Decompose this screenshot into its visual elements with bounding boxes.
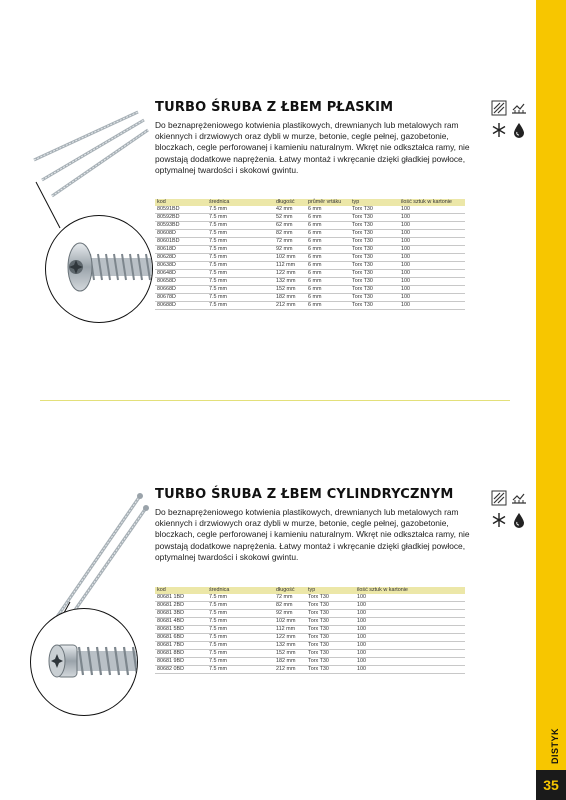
table-row <box>155 658 465 666</box>
section-1-description: Do beznaprężeniowego kotwienia plastikowych, drewnianych lub metalowych ram okiennych i drzwiowych oraz dybli w murze, betonie, cegle pełnej, gazobetonie, bloczkach, cegle perforowanej i kamieniu naturalnym. Wkręt nie odkształca ramy, nie powstają dodatkowe naprężenia. Łatwy montaż i wkręcanie dzięki gładkiej powłoce, optymalnej twardości i skokowi gwintu. <box>155 120 470 175</box>
table-row <box>155 222 465 230</box>
cell-diameter: 7.5 mm <box>207 618 274 626</box>
cell-length: 112 mm <box>274 262 306 270</box>
cell-diameter: 7.5 mm <box>207 634 274 642</box>
cell-drill: 6 mm <box>306 222 350 230</box>
cell-code: 80681 7BD <box>155 642 207 650</box>
cell-code: 80681 1BD <box>155 594 207 602</box>
column-header: typ <box>306 587 355 594</box>
cell-qty: 100 <box>355 602 465 610</box>
cell-diameter: 7.5 mm <box>207 254 274 262</box>
water-drop-icon <box>511 122 527 138</box>
cell-drill: 6 mm <box>306 254 350 262</box>
cell-qty: 100 <box>355 594 465 602</box>
cell-code: 80658D <box>155 278 207 286</box>
column-header: kod <box>155 587 207 594</box>
cell-length: 112 mm <box>274 626 306 634</box>
cell-drill: 6 mm <box>306 230 350 238</box>
cell-drill: 6 mm <box>306 302 350 310</box>
table-row <box>155 618 465 626</box>
cell-type: Torx T30 <box>350 262 399 270</box>
cell-length: 122 mm <box>274 634 306 642</box>
column-header: średnica <box>207 587 274 594</box>
cell-code: 80591BD <box>155 206 207 214</box>
wood-icon <box>491 490 507 506</box>
cell-code: 80688D <box>155 302 207 310</box>
cell-qty: 100 <box>399 270 465 278</box>
cell-length: 182 mm <box>274 658 306 666</box>
masonry-icon <box>511 490 527 506</box>
cell-length: 132 mm <box>274 642 306 650</box>
cell-diameter: 7.5 mm <box>207 286 274 294</box>
cell-length: 102 mm <box>274 618 306 626</box>
cell-diameter: 7.5 mm <box>207 658 274 666</box>
cell-length: 212 mm <box>274 302 306 310</box>
cell-qty: 100 <box>399 238 465 246</box>
table-row <box>155 594 465 602</box>
cell-length: 42 mm <box>274 206 306 214</box>
cell-length: 62 mm <box>274 222 306 230</box>
cell-qty: 100 <box>399 286 465 294</box>
table-row <box>155 206 465 214</box>
table-row <box>155 626 465 634</box>
cell-qty: 100 <box>355 610 465 618</box>
cell-type: Torx T30 <box>350 246 399 254</box>
table-row <box>155 634 465 642</box>
cell-length: 92 mm <box>274 246 306 254</box>
table-row <box>155 254 465 262</box>
cell-length: 72 mm <box>274 594 306 602</box>
screw-thread-icon <box>46 216 152 322</box>
cell-qty: 100 <box>355 634 465 642</box>
yellow-sidebar <box>536 0 566 800</box>
cell-type: Torx T30 <box>306 618 355 626</box>
cell-drill: 6 mm <box>306 214 350 222</box>
cell-length: 92 mm <box>274 610 306 618</box>
cell-length: 122 mm <box>274 270 306 278</box>
cell-type: Torx T30 <box>306 650 355 658</box>
cell-length: 72 mm <box>274 238 306 246</box>
cell-qty: 100 <box>399 278 465 286</box>
masonry-icon <box>511 100 527 116</box>
cell-diameter: 7.5 mm <box>207 294 274 302</box>
cell-code: 80681 3BD <box>155 610 207 618</box>
cell-qty: 100 <box>355 650 465 658</box>
cell-diameter: 7.5 mm <box>207 666 274 674</box>
table-header-row <box>155 199 465 206</box>
cell-code: 80601BD <box>155 238 207 246</box>
cell-diameter: 7.5 mm <box>207 626 274 634</box>
cell-drill: 6 mm <box>306 238 350 246</box>
cell-type: Torx T30 <box>306 602 355 610</box>
cell-length: 102 mm <box>274 254 306 262</box>
screw-thread-icon <box>31 609 137 715</box>
cell-length: 132 mm <box>274 278 306 286</box>
cell-length: 212 mm <box>274 666 306 674</box>
cell-diameter: 7.5 mm <box>207 270 274 278</box>
cell-type: Torx T30 <box>306 594 355 602</box>
column-header: kod <box>155 199 207 206</box>
cell-type: Torx T30 <box>350 270 399 278</box>
cell-drill: 6 mm <box>306 262 350 270</box>
cell-diameter: 7.5 mm <box>207 230 274 238</box>
cell-code: 80678D <box>155 294 207 302</box>
cell-type: Torx T30 <box>350 294 399 302</box>
table-row <box>155 246 465 254</box>
cell-qty: 100 <box>399 254 465 262</box>
cell-diameter: 7.5 mm <box>207 610 274 618</box>
cell-diameter: 7.5 mm <box>207 602 274 610</box>
cell-qty: 100 <box>399 230 465 238</box>
cell-diameter: 7.5 mm <box>207 214 274 222</box>
cell-code: 80593BD <box>155 222 207 230</box>
column-header: typ <box>350 199 399 206</box>
cell-length: 82 mm <box>274 602 306 610</box>
frost-icon <box>491 512 507 528</box>
cell-qty: 100 <box>399 294 465 302</box>
column-header: długość <box>274 199 306 206</box>
brand-label: DISTYK <box>550 728 560 765</box>
cell-code: 80668D <box>155 286 207 294</box>
cell-qty: 100 <box>399 222 465 230</box>
table-row <box>155 294 465 302</box>
cell-length: 52 mm <box>274 214 306 222</box>
cell-diameter: 7.5 mm <box>207 642 274 650</box>
table-row <box>155 650 465 658</box>
cell-type: Torx T30 <box>350 206 399 214</box>
cell-code: 80648D <box>155 270 207 278</box>
zoom-leader-line <box>30 180 70 230</box>
screw-head-zoom-circle <box>45 215 153 323</box>
cell-type: Torx T30 <box>306 666 355 674</box>
cell-drill: 6 mm <box>306 246 350 254</box>
cell-type: Torx T30 <box>306 626 355 634</box>
column-header: průměr vrtáku <box>306 199 350 206</box>
cell-diameter: 7.5 mm <box>207 222 274 230</box>
section-divider <box>40 400 510 401</box>
cell-diameter: 7.5 mm <box>207 246 274 254</box>
cell-qty: 100 <box>399 206 465 214</box>
water-drop-icon <box>511 512 527 528</box>
cell-qty: 100 <box>355 642 465 650</box>
cell-drill: 6 mm <box>306 278 350 286</box>
section-1-title: TURBO ŚRUBA Z ŁBEM PŁASKIM <box>155 100 394 115</box>
wood-icon <box>491 100 507 116</box>
cell-drill: 6 mm <box>306 294 350 302</box>
cell-code: 80681 2BD <box>155 602 207 610</box>
table-row <box>155 602 465 610</box>
table-row <box>155 262 465 270</box>
cell-qty: 100 <box>355 666 465 674</box>
column-header: długość <box>274 587 306 594</box>
cell-diameter: 7.5 mm <box>207 594 274 602</box>
cell-qty: 100 <box>355 626 465 634</box>
section-2-description: Do beznaprężeniowego kotwienia plastikowych, drewnianych lub metalowych ram okiennych i drzwiowych oraz dybli w murze, betonie, cegle pełnej, gazobetonie, bloczkach, cegle perforowanej i kamieniu naturalnym. Wkręt nie odkształca ramy, nie powstają dodatkowe naprężenia. Łatwy montaż i wkręcanie dzięki gładkiej powłoce, optymalnej twardości i skokowi gwintu. <box>155 507 470 562</box>
cell-qty: 100 <box>399 246 465 254</box>
cell-type: Torx T30 <box>350 254 399 262</box>
cell-code: 80682 0BD <box>155 666 207 674</box>
cell-diameter: 7.5 mm <box>207 238 274 246</box>
cell-code: 80638D <box>155 262 207 270</box>
cell-code: 80681 6BD <box>155 634 207 642</box>
cell-code: 80608D <box>155 230 207 238</box>
cell-code: 80592BD <box>155 214 207 222</box>
cell-length: 152 mm <box>274 286 306 294</box>
table-row <box>155 238 465 246</box>
screw-head-zoom-circle <box>30 608 138 716</box>
cell-length: 182 mm <box>274 294 306 302</box>
cell-diameter: 7.5 mm <box>207 278 274 286</box>
table-row <box>155 666 465 674</box>
table-row <box>155 230 465 238</box>
cell-drill: 6 mm <box>306 270 350 278</box>
cell-type: Torx T30 <box>350 302 399 310</box>
cell-diameter: 7.5 mm <box>207 302 274 310</box>
page-number: 35 <box>536 770 566 800</box>
table-header-row <box>155 587 465 594</box>
cell-qty: 100 <box>355 658 465 666</box>
cell-qty: 100 <box>399 214 465 222</box>
table-row <box>155 642 465 650</box>
cell-type: Torx T30 <box>306 634 355 642</box>
table-row <box>155 270 465 278</box>
cell-drill: 6 mm <box>306 286 350 294</box>
cell-code: 80618D <box>155 246 207 254</box>
cell-diameter: 7.5 mm <box>207 206 274 214</box>
cell-type: Torx T30 <box>306 642 355 650</box>
table-row <box>155 278 465 286</box>
cell-code: 80681 5BD <box>155 626 207 634</box>
section-2-title: TURBO ŚRUBA Z ŁBEM CYLINDRYCZNYM <box>155 487 454 502</box>
cell-code: 80628D <box>155 254 207 262</box>
cell-code: 80681 4BD <box>155 618 207 626</box>
column-header: ilość sztuk w kartonie <box>399 199 465 206</box>
cell-drill: 6 mm <box>306 206 350 214</box>
cell-type: Torx T30 <box>306 610 355 618</box>
cell-type: Torx T30 <box>306 658 355 666</box>
cell-diameter: 7.5 mm <box>207 650 274 658</box>
table-row <box>155 302 465 310</box>
table-row <box>155 610 465 618</box>
cell-qty: 100 <box>355 618 465 626</box>
cell-qty: 100 <box>399 302 465 310</box>
cell-type: Torx T30 <box>350 222 399 230</box>
column-header: ilość sztuk w kartonie <box>355 587 465 594</box>
cell-diameter: 7.5 mm <box>207 262 274 270</box>
cell-code: 80681 8BD <box>155 650 207 658</box>
cell-type: Torx T30 <box>350 230 399 238</box>
cell-type: Torx T30 <box>350 238 399 246</box>
cell-type: Torx T30 <box>350 286 399 294</box>
section-1-spec-table <box>155 199 465 310</box>
section-2-spec-table <box>155 587 465 674</box>
table-row <box>155 214 465 222</box>
cell-qty: 100 <box>399 262 465 270</box>
column-header: średnica <box>207 199 274 206</box>
cell-length: 152 mm <box>274 650 306 658</box>
cell-type: Torx T30 <box>350 278 399 286</box>
cell-type: Torx T30 <box>350 214 399 222</box>
table-row <box>155 286 465 294</box>
cell-length: 82 mm <box>274 230 306 238</box>
frost-icon <box>491 122 507 138</box>
cell-code: 80681 9BD <box>155 658 207 666</box>
